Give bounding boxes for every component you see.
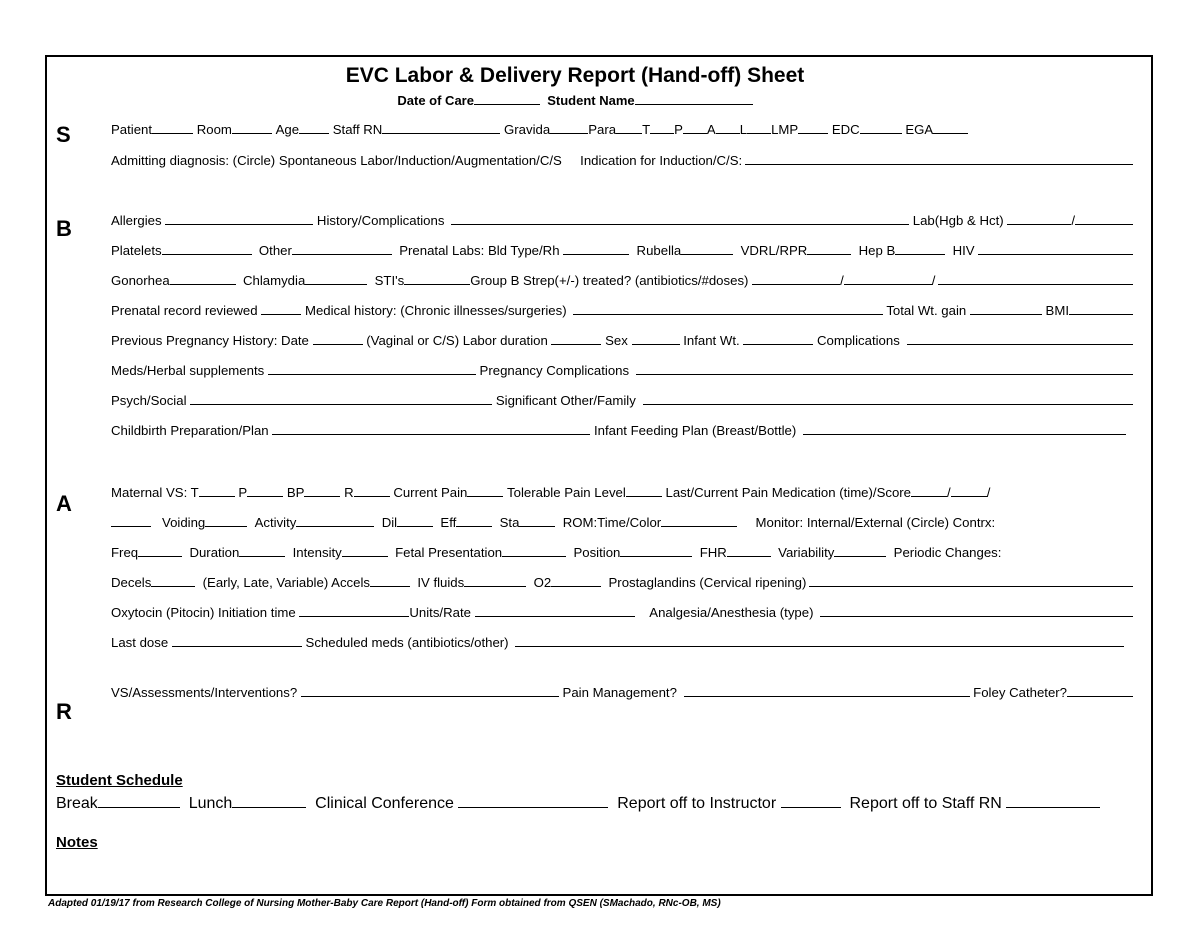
schedule-row <box>56 793 1100 813</box>
scheduled-field[interactable] <box>515 634 1124 647</box>
s-row-2 <box>111 152 1133 168</box>
o2-field[interactable] <box>551 574 601 587</box>
intensity-label: Intensity <box>292 545 342 560</box>
rom-field[interactable] <box>661 514 737 527</box>
infantwt-label: Infant Wt. <box>683 333 740 348</box>
prosta-field[interactable] <box>809 574 1133 587</box>
foley-field[interactable] <box>1067 684 1133 697</box>
b-row-6 <box>111 362 1133 378</box>
eff-field[interactable] <box>456 514 492 527</box>
staff-rn-label: Staff RN <box>332 122 383 137</box>
b-row-1: Allergies History/Complications Lab(Hgb & Hct) / <box>111 212 1133 228</box>
section-a-letter: A <box>56 491 72 516</box>
footer-attribution: Adapted 01/19/17 from Research College of Nursing Mother-Baby Care Report (Hand-off) Form obtained from QSEN (SMachado, RNc-OB, MS) <box>48 898 721 909</box>
sigother-field[interactable] <box>643 392 1134 405</box>
dil-field[interactable] <box>397 514 433 527</box>
wtgain-field[interactable] <box>970 302 1042 315</box>
report-sheet-border <box>45 55 1153 896</box>
pulse-field[interactable] <box>247 484 283 497</box>
gonorhea-field[interactable] <box>170 272 236 285</box>
term-label: T <box>642 122 651 137</box>
b-row-8 <box>111 422 1133 438</box>
infantwt-field[interactable] <box>743 332 813 345</box>
instructor-label: Report off to Instructor <box>617 795 777 812</box>
prevpreg-date-field[interactable] <box>313 332 363 345</box>
feeding-field[interactable] <box>803 422 1126 435</box>
meds-field[interactable] <box>268 362 476 375</box>
break-label: Break <box>56 795 98 812</box>
record-field[interactable] <box>261 302 301 315</box>
abortion-field[interactable] <box>716 121 740 134</box>
intensity-field[interactable] <box>342 544 388 557</box>
eff-label: Eff <box>440 515 457 530</box>
variability-label: Variability <box>778 545 835 560</box>
feeding-label: Infant Feeding Plan (Breast/Bottle) <box>593 423 797 438</box>
pain-score-field[interactable] <box>951 484 987 497</box>
lastpain-label: Last/Current Pain Medication (time)/Score <box>665 485 912 500</box>
position-field[interactable] <box>620 544 692 557</box>
admitting-diagnosis-label: Admitting diagnosis: (Circle) Spontaneous Labor/Induction/Augmentation/C/S <box>111 153 562 168</box>
staff-rn-field[interactable] <box>382 121 500 134</box>
history-label: History/Complications <box>316 213 445 228</box>
ega-label: EGA <box>905 122 934 137</box>
b-row-3: Gonorhea Chlamydia STI's Group B Strep(+/-) treated? (antibiotics/#doses) / / <box>111 272 1133 288</box>
antibiotic-field[interactable] <box>752 272 840 285</box>
painmgmt-label: Pain Management? <box>562 685 677 700</box>
analgesia-label: Analgesia/Anesthesia (type) <box>649 605 814 620</box>
gravida-field[interactable] <box>550 121 588 134</box>
iv-field[interactable] <box>464 574 526 587</box>
student-name-field[interactable] <box>635 92 753 105</box>
oxytocin-field[interactable] <box>299 604 409 617</box>
hct-field[interactable] <box>1075 212 1133 225</box>
sta-label: Sta <box>499 515 520 530</box>
decels-field[interactable] <box>151 574 195 587</box>
vs-assess-label: VS/Assessments/Interventions? <box>111 685 298 700</box>
room-field[interactable] <box>232 121 272 134</box>
dil-label: Dil <box>381 515 398 530</box>
fhr-field[interactable] <box>727 544 771 557</box>
hepb-label: Hep B <box>858 243 896 258</box>
a-row-6 <box>111 634 1133 650</box>
foley-label: Foley Catheter? <box>973 685 1067 700</box>
wtgain-label: Total Wt. gain <box>886 303 967 318</box>
student-schedule-heading: Student Schedule <box>56 772 183 789</box>
score-continued-field[interactable] <box>111 514 151 527</box>
o2-label: O2 <box>533 575 552 590</box>
ega-field[interactable] <box>933 121 968 134</box>
r-row-1 <box>111 684 1133 700</box>
prenatal-labs-label: Prenatal Labs: Bld Type/Rh <box>399 243 560 258</box>
activity-field[interactable] <box>296 514 374 527</box>
page-title: EVC Labor & Delivery Report (Hand-off) Sheet <box>345 64 805 87</box>
periodic-label: Periodic Changes: <box>893 545 1002 560</box>
a-row-5 <box>111 604 1133 620</box>
preterm-field[interactable] <box>683 121 707 134</box>
staff-report-label: Report off to Staff RN <box>849 795 1002 812</box>
lmp-label: LMP <box>771 122 799 137</box>
hgb-field[interactable] <box>1007 212 1071 225</box>
b-row-4 <box>111 302 1133 318</box>
vs-assess-field[interactable] <box>301 684 559 697</box>
a-row-4 <box>111 574 1133 590</box>
break-field[interactable] <box>98 793 180 808</box>
bp-field[interactable] <box>304 484 340 497</box>
term-field[interactable] <box>650 121 674 134</box>
fhr-label: FHR <box>699 545 727 560</box>
duration-label: Duration <box>189 545 240 560</box>
hiv-field[interactable] <box>978 242 1133 255</box>
para-label: Para <box>588 122 617 137</box>
conference-field[interactable] <box>458 793 608 808</box>
preterm-label: P <box>674 122 683 137</box>
section-s-letter: S <box>56 122 71 147</box>
freq-label: Freq <box>111 545 139 560</box>
monitor-label: Monitor: Internal/External (Circle) Contrx: <box>755 515 996 530</box>
bp-label: BP <box>286 485 305 500</box>
record-label: Prenatal record reviewed <box>111 303 258 318</box>
hiv-label: HIV <box>952 243 975 258</box>
lunch-field[interactable] <box>232 793 306 808</box>
edc-label: EDC <box>831 122 860 137</box>
complications-field[interactable] <box>907 332 1134 345</box>
lunch-label: Lunch <box>188 795 233 812</box>
lastdose-label: Last dose <box>111 635 169 650</box>
lab-label: Lab(Hgb & Hct) <box>912 213 1004 228</box>
pulse-label: P <box>238 485 248 500</box>
living-label: L <box>739 122 748 137</box>
section-r-letter: R <box>56 699 72 724</box>
iv-label: IV fluids <box>417 575 465 590</box>
medical-label: Medical history: (Chronic illnesses/surgeries) <box>304 303 567 318</box>
indication-label: Indication for Induction/C/S: <box>580 153 743 168</box>
age-field[interactable] <box>299 121 329 134</box>
pregcomp-label: Pregnancy Complications <box>479 363 630 378</box>
meds-label: Meds/Herbal supplements <box>111 363 265 378</box>
allergies-label: Allergies <box>111 213 162 228</box>
a-row-1: Maternal VS: T P BP R Current Pain Tolerable Pain Level Last/Current Pain Medication (time)/Score / / <box>111 485 991 500</box>
freq-field[interactable] <box>138 544 182 557</box>
doses-field[interactable] <box>844 272 932 285</box>
section-b-letter: B <box>56 216 72 241</box>
indication-field[interactable] <box>745 152 1133 165</box>
s-row-1 <box>111 121 1133 137</box>
hepb-field[interactable] <box>895 242 945 255</box>
bmi-field[interactable] <box>1069 302 1133 315</box>
patient-field[interactable] <box>152 121 193 134</box>
rubella-label: Rubella <box>636 243 682 258</box>
date-of-care-label: Date of Care <box>397 93 474 108</box>
sigother-label: Significant Other/Family <box>495 393 636 408</box>
pregcomp-field[interactable] <box>636 362 1133 375</box>
units-label: Units/Rate <box>409 605 471 620</box>
para-field[interactable] <box>616 121 642 134</box>
psych-label: Psych/Social <box>111 393 187 408</box>
labor-duration-field[interactable] <box>551 332 601 345</box>
oxytocin-label: Oxytocin (Pitocin) Initiation time <box>111 605 296 620</box>
units-field[interactable] <box>475 604 635 617</box>
a-row-2 <box>111 514 1133 530</box>
pain-time-field[interactable] <box>911 484 947 497</box>
other-field[interactable] <box>292 242 392 255</box>
patient-label: Patient <box>111 122 153 137</box>
childbirth-label: Childbirth Preparation/Plan <box>111 423 269 438</box>
prevpreg-label: Previous Pregnancy History: Date <box>111 333 309 348</box>
voiding-field[interactable] <box>205 514 247 527</box>
fetal-label: Fetal Presentation <box>395 545 503 560</box>
variability-field[interactable] <box>834 544 886 557</box>
student-name-label: Student Name <box>547 93 635 108</box>
current-pain-label: Current Pain <box>393 485 468 500</box>
living-field[interactable] <box>747 121 771 134</box>
allergies-field[interactable] <box>165 212 313 225</box>
scheduled-label: Scheduled meds (antibiotics/other) <box>305 635 509 650</box>
sti-field[interactable] <box>404 272 470 285</box>
vdrl-label: VDRL/RPR <box>740 243 808 258</box>
history-field[interactable] <box>451 212 909 225</box>
date-of-care-field[interactable] <box>474 92 540 105</box>
rom-label: ROM:Time/Color <box>562 515 662 530</box>
childbirth-field[interactable] <box>272 422 590 435</box>
sti-label: STI's <box>374 273 405 288</box>
platelets-label: Platelets <box>111 243 162 258</box>
b-row-5 <box>111 332 1133 348</box>
other-label: Other <box>258 243 292 258</box>
position-label: Position <box>573 545 621 560</box>
age-label: Age <box>275 122 300 137</box>
conference-label: Clinical Conference <box>315 795 454 812</box>
fetal-field[interactable] <box>502 544 566 557</box>
complications-label: Complications <box>817 333 900 348</box>
edc-field[interactable] <box>860 121 902 134</box>
early-label: (Early, Late, Variable) Accels <box>202 575 370 590</box>
abortion-label: A <box>706 122 716 137</box>
resp-label: R <box>344 485 354 500</box>
temp-field[interactable] <box>199 484 235 497</box>
gravida-label: Gravida <box>504 122 551 137</box>
current-pain-field[interactable] <box>467 484 503 497</box>
medical-field[interactable] <box>573 302 882 315</box>
vaginal-label: (Vaginal or C/S) Labor duration <box>366 333 548 348</box>
instructor-field[interactable] <box>781 793 841 808</box>
sex-label: Sex <box>605 333 628 348</box>
chlamydia-label: Chlamydia <box>242 273 306 288</box>
sta-field[interactable] <box>519 514 555 527</box>
blood-type-field[interactable] <box>563 242 629 255</box>
platelets-field[interactable] <box>162 242 252 255</box>
voiding-label: Voiding <box>162 515 206 530</box>
accels-field[interactable] <box>370 574 410 587</box>
lmp-field[interactable] <box>798 121 828 134</box>
activity-label: Activity <box>254 515 297 530</box>
gonorhea-label: Gonorhea <box>111 273 170 288</box>
prosta-label: Prostaglandins (Cervical ripening) <box>608 575 807 590</box>
decels-label: Decels <box>111 575 152 590</box>
subtitle <box>0 92 1150 108</box>
gbs-label: Group B Strep(+/-) treated? (antibiotics/#doses) <box>470 273 749 288</box>
staff-report-field[interactable] <box>1006 793 1100 808</box>
tolerable-label: Tolerable Pain Level <box>507 485 626 500</box>
tolerable-field[interactable] <box>626 484 662 497</box>
painmgmt-field[interactable] <box>684 684 970 697</box>
vdrl-field[interactable] <box>807 242 851 255</box>
bmi-label: BMI <box>1045 303 1069 318</box>
sex-field[interactable] <box>632 332 680 345</box>
rubella-field[interactable] <box>681 242 733 255</box>
b-row-2 <box>111 242 1133 258</box>
chlamydia-field[interactable] <box>305 272 367 285</box>
resp-field[interactable] <box>354 484 390 497</box>
room-label: Room <box>196 122 232 137</box>
gbs-extra-field[interactable] <box>938 272 1133 285</box>
temp-label: Maternal VS: T <box>111 485 199 500</box>
lastdose-field[interactable] <box>172 634 302 647</box>
psych-field[interactable] <box>190 392 492 405</box>
notes-heading: Notes <box>56 834 98 851</box>
b-row-7 <box>111 392 1133 408</box>
a-row-3 <box>111 544 1133 560</box>
duration-field[interactable] <box>239 544 285 557</box>
analgesia-field[interactable] <box>820 604 1133 617</box>
